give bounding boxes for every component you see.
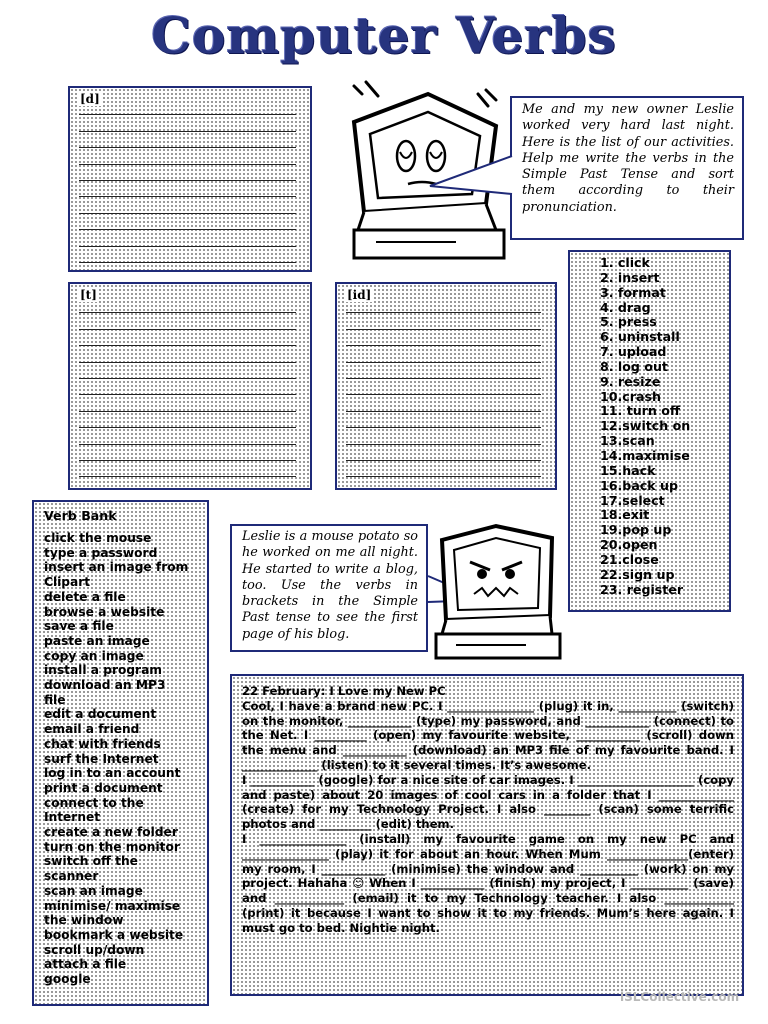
verb-list-item: 19.pop up [600, 522, 672, 538]
verb-bank-item: create a new folder [44, 825, 178, 840]
blog-paragraph-2: I ___________ (google) for a nice site of car images. I ____________________ (copy and paste) about 20 images of cool cars in a folder that I _____________ (create) for my Technology Project. I also ________ (scan) some terrific photos and _________ (edit) them. [242, 772, 734, 832]
verb-bank-item: scanner [44, 869, 99, 884]
verb-list-item: 2. insert [600, 269, 660, 285]
id-writing-lines [346, 297, 541, 477]
verb-bank-item: Clipart [44, 575, 91, 590]
verb-bank-item: scan an image [44, 883, 143, 898]
verb-list-item: 8. log out [600, 358, 668, 374]
verb-list-item: 6. uninstall [600, 329, 680, 345]
verb-list-item: 11. turn off [600, 403, 681, 419]
verb-list-item: 22.sign up [600, 566, 675, 582]
intro-speech-bubble [510, 96, 744, 240]
verb-bank-item: edit a document [44, 707, 157, 722]
verb-list-item: 12.switch on [600, 418, 691, 434]
verb-bank-item: delete a file [44, 589, 126, 604]
verb-list-item: 16.back up [600, 477, 679, 493]
verb-bank-item: click the mouse [44, 531, 152, 545]
page-title: Computer Verbs [151, 6, 617, 65]
verb-bank-item: insert an image from [44, 560, 189, 575]
verb-bank-item: chat with friends [44, 736, 161, 751]
verb-list-item: 1. click [600, 255, 650, 270]
blog-paragraph-1: Cool, I have a brand new PC. I _______________ (plug) it in, __________ (switch) on the monitor, ___________ (type) my password, and ___________ (connect) to the Net. I _________ (open) my favourite website, ___________ (scroll) down the menu and ___________ (download) an MP3 file of my favourite band. I _____________ (listen) to it several times. It’s awesome. [242, 698, 734, 772]
id-sound-box [335, 282, 557, 490]
watermark: iSLCollective.com [620, 990, 740, 1004]
intro-speech-text: Me and my new owner Leslie worked very hard last night. Here is the list of our activities. Help me write the verbs in the Simple Past Tense and sort them according to their pronunciation. [522, 102, 734, 215]
verb-list-item: 15.hack [600, 462, 656, 478]
verb-list-item: 13.scan [600, 433, 655, 449]
blog-speech-bubble [230, 524, 428, 652]
verb-bank-item: google [44, 972, 91, 987]
verb-bank-title: Verb Bank [44, 508, 117, 523]
blog-speech-text: Leslie is a mouse potato so he worked on me all night. He started to write a blog, too. Use the verbs in brackets in the Simple Past tense to see the first page of his blog. [242, 529, 418, 642]
verb-list-item: 14.maximise [600, 447, 690, 463]
verb-list-item: 21.close [600, 551, 659, 567]
verb-bank-item: bookmark a website [44, 927, 184, 942]
verb-list-item: 18.exit [600, 507, 650, 523]
verb-list-item: 7. upload [600, 344, 667, 360]
verb-list-item: 5. press [600, 314, 657, 330]
verb-list-item: 17.select [600, 492, 665, 508]
t-sound-box [68, 282, 312, 490]
d-sound-label: [d] [80, 92, 100, 106]
verb-bank-item: file [44, 692, 66, 707]
verb-bank-item: copy an image [44, 648, 144, 663]
verb-bank-item: the window [44, 913, 124, 928]
verb-bank-item: connect to the [44, 795, 144, 810]
verb-bank [32, 500, 209, 1006]
verb-bank-item: log in to an account [44, 766, 181, 781]
d-sound-box [68, 86, 312, 272]
verb-list-item: 23. register [600, 581, 684, 597]
verb-list-item: 4. drag [600, 299, 651, 315]
t-writing-lines [79, 297, 296, 477]
numbered-verb-list [568, 250, 731, 612]
d-writing-lines [79, 99, 296, 263]
verb-list-item: 3. format [600, 284, 666, 300]
verb-bank-item: download an MP3 [44, 678, 166, 693]
verb-list-item: 20.open [600, 537, 658, 553]
verb-bank-item: Internet [44, 810, 101, 825]
verb-bank-item: paste an image [44, 633, 150, 648]
verb-bank-item: minimise/ maximise [44, 898, 181, 913]
blog-heading: 22 February: I Love my New PC [242, 684, 446, 698]
verb-bank-item: install a program [44, 663, 162, 678]
verb-bank-item: browse a website [44, 604, 165, 619]
verb-bank-item: switch off the [44, 854, 138, 869]
blog-paragraph-3: I _______________ (install) my favourite game on my new PC and _______________ (play) it for about an hour. When Mum ______________(enter) my room, I ___________ (minimise) the window and __________ (work) on my project. Hahaha ☺ When I ___________ (finish) my project, I __________ (save) and ____________ (email) it to my Technology teacher. I also ____________ (print) it because I want to show it to my friends. Mum’s here again. I must go to bed. Nightie night. [242, 831, 734, 935]
id-sound-label: [id] [347, 288, 372, 302]
verb-bank-item: type a password [44, 545, 158, 560]
verb-bank-item: scroll up/down [44, 942, 145, 957]
verb-bank-item: surf the Internet [44, 751, 159, 766]
verb-bank-item: turn on the monitor [44, 839, 180, 854]
angry-computer-illustration [426, 518, 566, 664]
t-sound-label: [t] [80, 288, 97, 302]
speech-bubble-tail [428, 150, 514, 210]
verb-bank-item: print a document [44, 780, 163, 795]
verb-list-item: 10.crash [600, 388, 661, 404]
blog-gap-fill [230, 674, 744, 996]
verb-bank-item: attach a file [44, 957, 127, 972]
verb-list-item: 9. resize [600, 373, 661, 389]
verb-bank-item: email a friend [44, 722, 140, 737]
verb-bank-item: save a file [44, 619, 114, 634]
